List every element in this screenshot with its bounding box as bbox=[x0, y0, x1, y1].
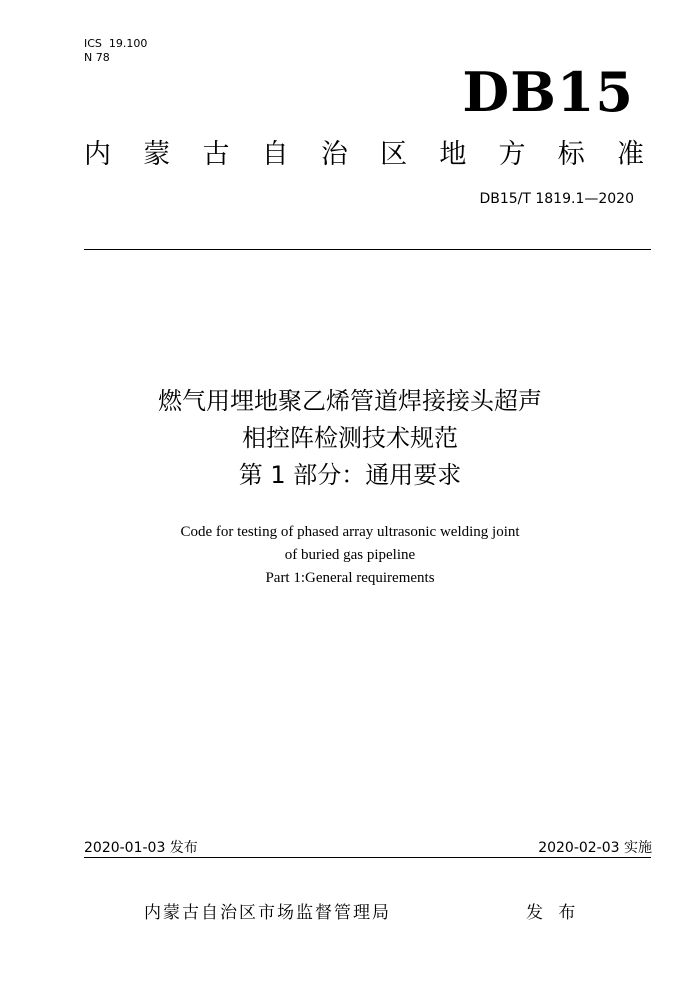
chinese-title-line: 相控阵检测技术规范 bbox=[242, 424, 458, 452]
standard-type-char: 内 bbox=[84, 139, 111, 170]
standard-type-char: 区 bbox=[380, 139, 408, 170]
issue-label: 发 布 bbox=[526, 903, 581, 923]
standard-type-char: 自 bbox=[261, 139, 289, 170]
english-title-line: Part 1:General requirements bbox=[265, 570, 435, 586]
standard-type-char: 蒙 bbox=[143, 139, 171, 170]
standard-type-title bbox=[84, 138, 644, 172]
ics-code: ICS 19.100 bbox=[84, 37, 148, 50]
english-title-line: of buried gas pipeline bbox=[284, 547, 416, 563]
standard-type-char: 标 bbox=[557, 139, 585, 170]
standard-type-char: 准 bbox=[616, 139, 644, 170]
standard-logo: DB15 bbox=[462, 60, 634, 124]
publisher-name: 内蒙古自治区市场监督管理局 bbox=[144, 903, 391, 923]
bottom-divider bbox=[84, 857, 651, 858]
chinese-title bbox=[0, 383, 700, 494]
chinese-title-line: 燃气用埋地聚乙烯管道焊接接头超声 bbox=[158, 387, 542, 415]
issue-date: 2020-01-03 发布 bbox=[84, 840, 198, 856]
classification-codes bbox=[84, 37, 147, 65]
standard-type-char: 方 bbox=[498, 139, 526, 170]
standard-type-char: 古 bbox=[202, 139, 230, 170]
english-title bbox=[0, 521, 700, 590]
standard-number: DB15/T 1819.1—2020 bbox=[479, 191, 634, 207]
english-title-line: Code for testing of phased array ultrasonic welding joint bbox=[180, 524, 520, 540]
implement-date: 2020-02-03 实施 bbox=[538, 840, 652, 856]
standard-type-char: 治 bbox=[320, 139, 348, 170]
category-code: N 78 bbox=[84, 51, 110, 64]
top-divider bbox=[84, 249, 651, 250]
standard-type-char: 地 bbox=[439, 139, 467, 170]
chinese-title-line: 第 1 部分：通用要求 bbox=[238, 461, 462, 489]
